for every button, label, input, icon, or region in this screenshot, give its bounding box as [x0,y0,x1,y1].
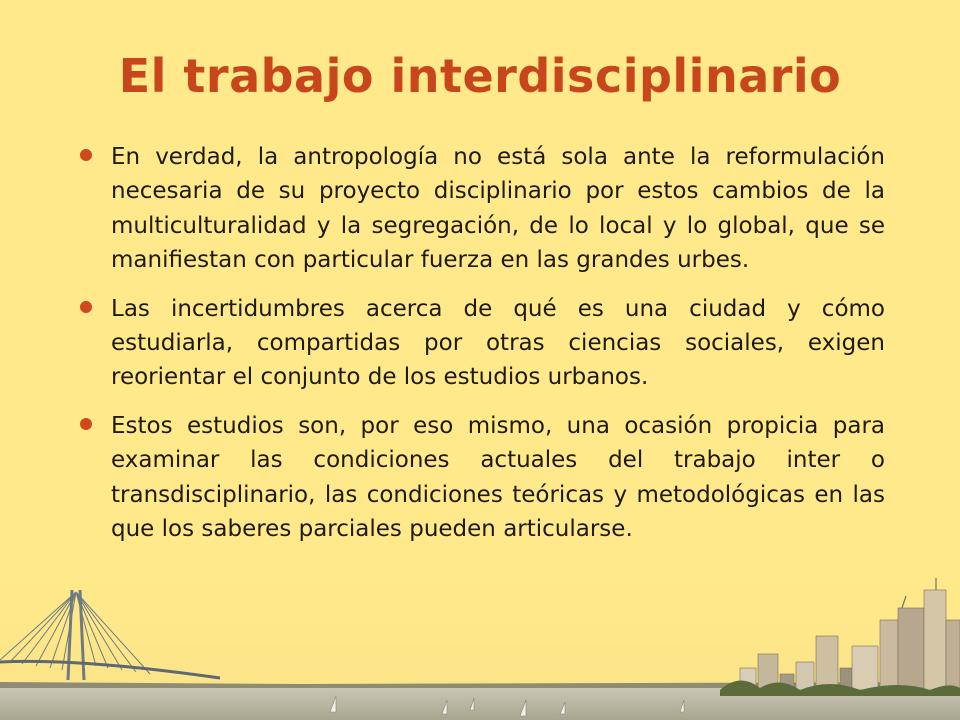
bullet-dot-icon [80,418,92,430]
bullet-text: Estos estudios son, por eso mismo, una ocasión propicia para examinar las condiciones actuales del trabajo inter o transdisciplinario, las condiciones teóricas y metodológicas en las que los saberes parciales pueden articularse. [111,412,885,543]
bullet-item [76,292,885,395]
bullet-item [76,140,885,278]
bridge-icon [0,590,220,680]
buildings-icon [740,578,960,690]
slide-content [76,140,885,560]
sailboat-icon [330,696,684,716]
bullet-list [76,140,885,546]
bullet-text: En verdad, la antropología no está sola ante la reformulación necesaria de su proyecto disciplinario por estos cambios de la multiculturalidad y la segregación, de lo local y lo global, que se manifiestan con particular fuerza en las grandes urbes. [111,144,885,274]
city-skyline-image [0,550,960,720]
bullet-dot-icon [80,301,92,313]
bullet-text: Las incertidumbres acerca de qué es una ciudad y cómo estudiarla, compartidas por otras ciencias sociales, exigen reorientar el conjunto de los estudios urbanos. [111,295,885,391]
slide-title: El trabajo interdisciplinario [118,49,842,103]
bullet-dot-icon [80,149,92,161]
bullet-item [76,409,885,547]
